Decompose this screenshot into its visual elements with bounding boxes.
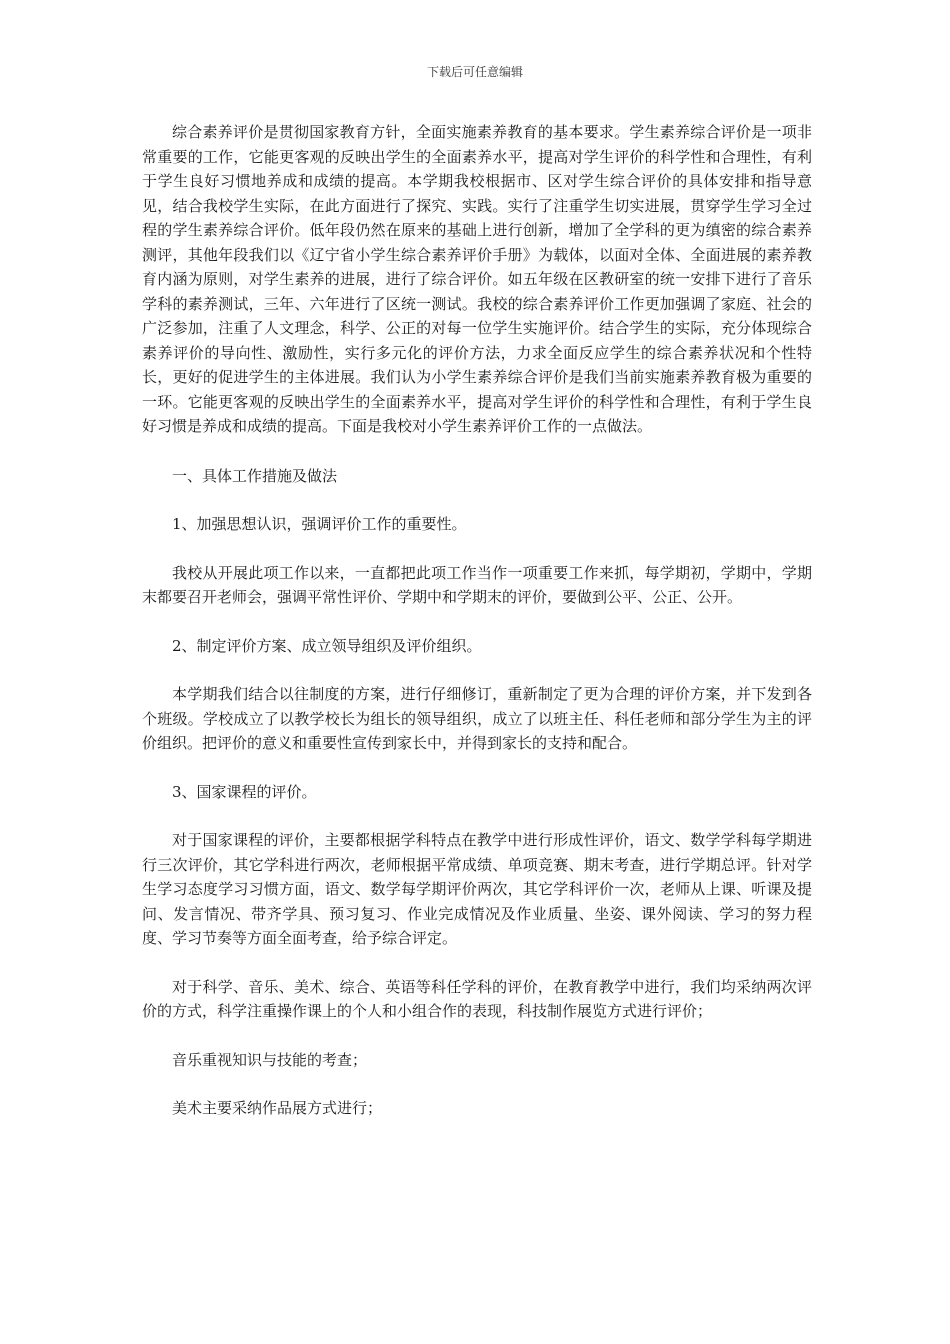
page-header-note: 下载后可任意编辑: [426, 65, 523, 79]
subheading-2: 2、制定评价方案、成立领导组织及评价组织。: [172, 636, 482, 655]
paragraph-art: 美术主要采纳作品展方式进行；: [172, 1099, 383, 1117]
document-body: [142, 120, 812, 1121]
intro-paragraph: 综合素养评价是贯彻国家教育方针，全面实施素养教育的基本要求。学生素养综合评价是一项非常重要的工作，它能更客观的反映出学生的全面素养水平，提高对学生评价的科学性和合理性，有利于学生良好习惯地养成和成绩的提高。本学期我校根据市、区对学生综合评价的具体安排和指导意见，结合我校学生实际，在此方面进行了探究、实践。实行了注重学生切实进展，贯穿学生学习全过程的学生素养综合评价。低年段仍然在原来的基础上进行创新，增加了全学科的更为缜密的综合素养测评，其他年段我们以《辽宁省小学生综合素养评价手册》为载体，以面对全体、全面进展的素养教育内涵为原则，对学生素养的进展，进行了综合评价。如五年级在区教研室的统一安排下进行了音乐学科的素养测试，三年、六年进行了区统一测试。我校的综合素养评价工作更加强调了家庭、社会的广泛参加，注重了人文理念，科学、公正的对每一位学生实施评价。结合学生的实际，充分体现综合素养评价的导向性、激励性，实行多元化的评价方法，力求全面反应学生的综合素养状况和个性特长，更好的促进学生的主体进展。我们认为小学生素养综合评价是我们当前实施素养教育极为重要的一环。它能更客观的反映出学生的全面素养水平，提高对学生评价的科学性和合理性，有利于学生良好习惯是养成和成绩的提高。下面是我校对小学生素养评价工作的一点做法。: [142, 123, 812, 435]
paragraph-subjects: 对于科学、音乐、美术、综合、英语等科任学科的评价，在教育教学中进行，我们均采纳两次评价的方式，科学注重操作课上的个人和小组合作的表现，科技制作展览方式进行评价；: [142, 977, 812, 1020]
section-heading-measures: 一、具体工作措施及做法: [172, 466, 338, 485]
paragraph-national-course: 对于国家课程的评价，主要都根据学科特点在教学中进行形成性评价，语文、数学学科每学期进行三次评价，其它学科进行两次，老师根据平常成绩、单项竞赛、期末考查，进行学期总评。针对学生学习态度学习习惯方面，语文、数学每学期评价两次，其它学科评价一次，老师从上课、听课及提问、发言情况、带齐学具、预习复习、作业完成情况及作业质量、坐姿、课外阅读、学习的努力程度、学习节奏等方面全面考查，给予综合评定。: [142, 831, 812, 947]
subheading-3: 3、国家课程的评价。: [172, 782, 317, 801]
subheading-1: 1、加强思想认识，强调评价工作的重要性。: [172, 515, 467, 533]
paragraph-music: 音乐重视知识与技能的考查；: [172, 1050, 368, 1069]
paragraph-plan: 本学期我们结合以往制度的方案，进行仔细修订，重新制定了更为合理的评价方案，并下发到各个班级。学校成立了以教学校长为组长的领导组织，成立了以班主任、科任老师和部分学生为主的评价组织。把评价的意义和重要性宣传到家长中，并得到家长的支持和配合。: [142, 685, 812, 752]
paragraph-awareness: 我校从开展此项工作以来，一直都把此项工作当作一项重要工作来抓，每学期初，学期中，学期末都要召开老师会，强调平常性评价、学期中和学期末的评价，要做到公平、公正、公开。: [142, 563, 812, 606]
